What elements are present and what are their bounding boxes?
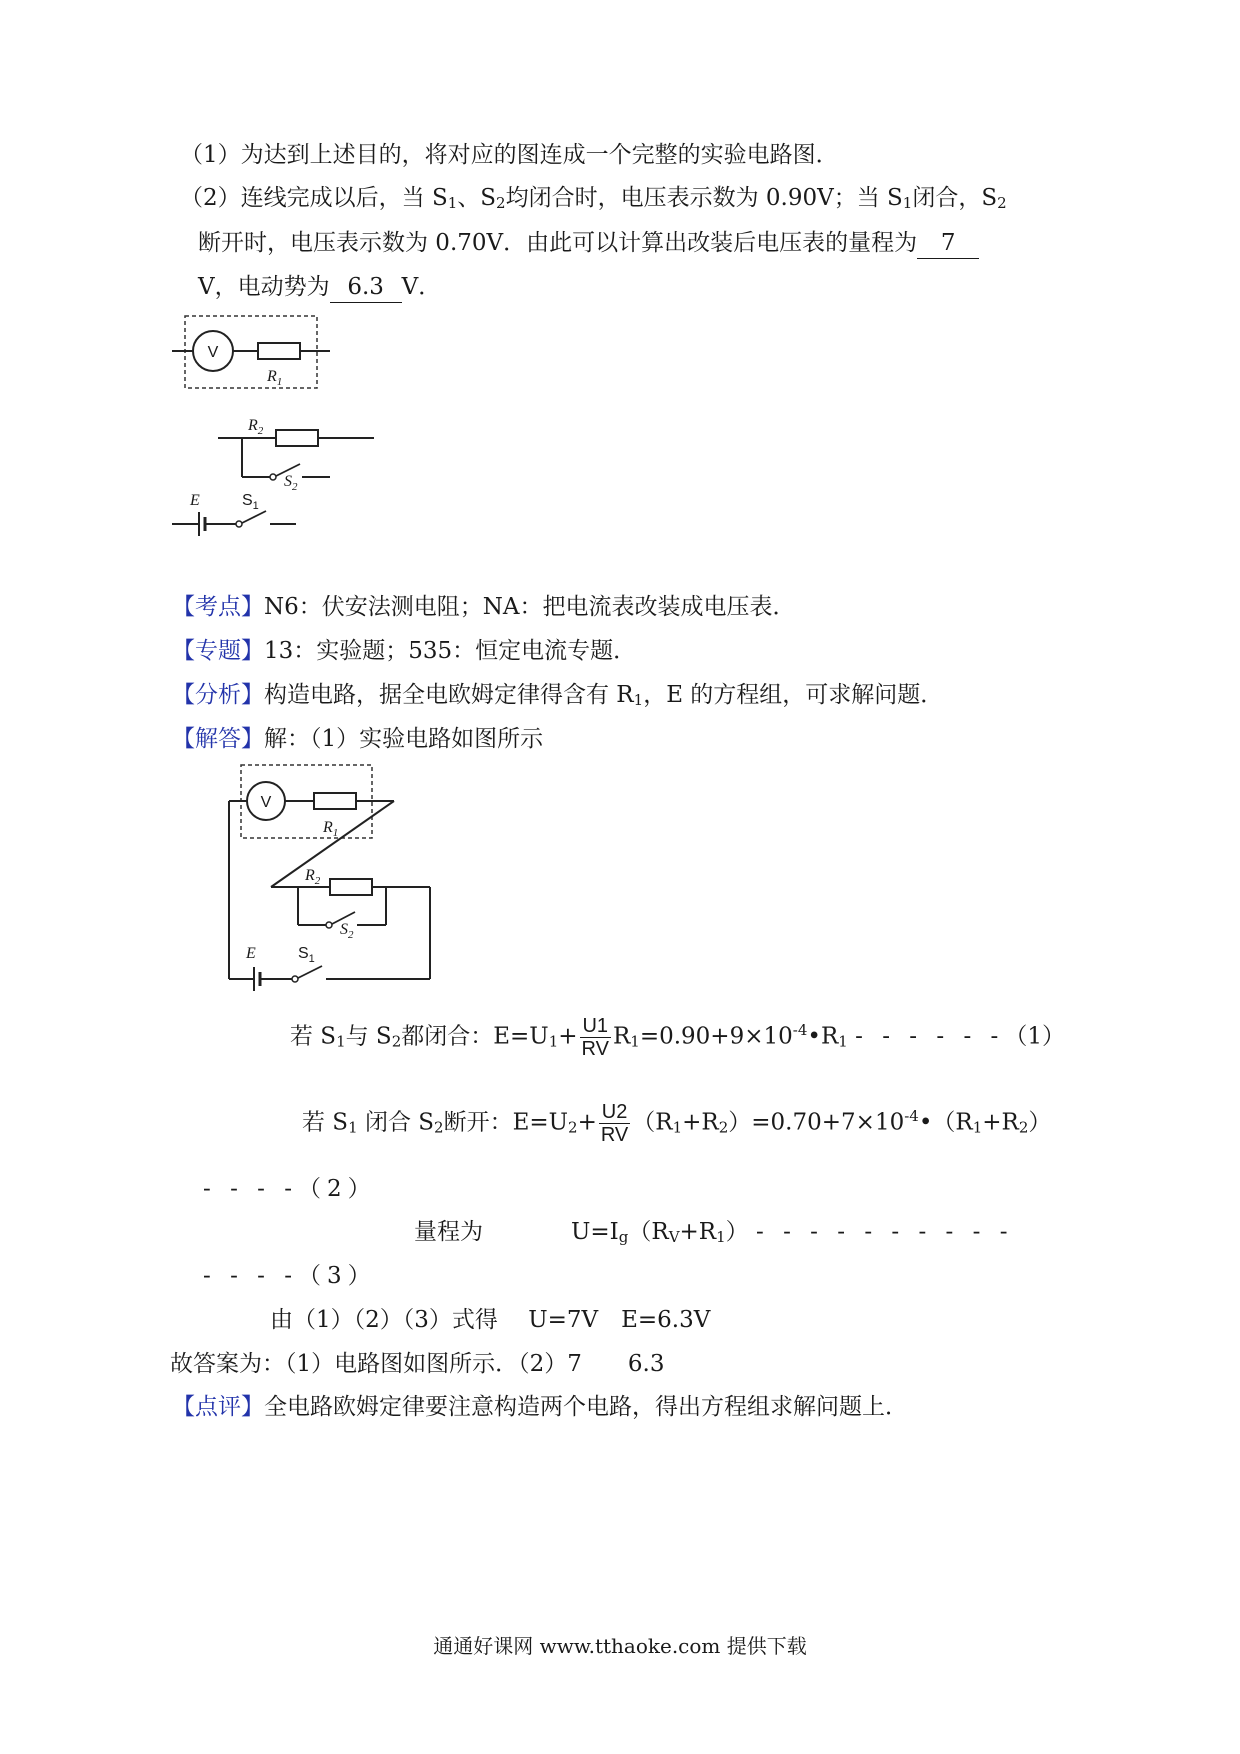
question-r2-branch (218, 417, 374, 493)
range-answer: 7 (917, 228, 979, 259)
answer-r1-icon (314, 793, 356, 809)
jieda-line: 【解答】解：（1）实验电路如图所示 (172, 726, 544, 752)
equation-3-continuation: - - - -（3） (203, 1263, 377, 1289)
equation-3-lead: 量程为 (414, 1219, 483, 1245)
fraction-u2-rv: $\frac{U2}{RV}$ (600, 1101, 629, 1147)
answer-s1-icon (292, 976, 298, 982)
question-voltmeter-box (172, 316, 330, 388)
r1-label: $R_1$ (267, 368, 283, 388)
question-2-line2: 断开时，电压表示数为 0.70V．由此可以计算出改装后电压表的量程为 7 (198, 228, 979, 259)
question-2-line3: V，电动势为 6.3 V． (198, 272, 441, 303)
emf-answer: 6.3 (330, 272, 402, 303)
switch-s2-icon (270, 474, 276, 480)
r2-label: $R_2$ (248, 417, 264, 437)
fraction-u1-rv: $\frac{U1}{RV}$ (581, 1015, 609, 1061)
fenxi-line: 【分析】构造电路，据全电欧姆定律得含有 $R_1$，E 的方程组，可求解问题． (172, 682, 944, 709)
answer-s2-icon (326, 922, 332, 928)
svg-text:R1: $R_1$ (323, 819, 339, 839)
answer-circuit (229, 765, 430, 991)
answer-r2-icon (330, 879, 372, 895)
s1-label: $S_1$ (242, 492, 259, 512)
battery-label: E (190, 492, 200, 509)
svg-text:E: E (246, 945, 256, 962)
switch-s1-icon (236, 521, 242, 527)
equation-3: $U=I_g(R_V+R_1)$ - - - - - - - - - - (571, 1219, 1014, 1246)
equation-2: 若 $S_1$ 闭合 $S_2$断开：$E=U_2+$ $\frac{U2}{RV}$ $(R_1+R_2)=0.70+7\times 10^{-4}•(R_1+R_2)$ (302, 1101, 1052, 1147)
equation-2-continuation: - - - -（2） (203, 1176, 377, 1202)
question-1: （1）为达到上述目的，将对应的图连成一个完整的实验电路图． (180, 142, 839, 168)
s2-label: $S_2$ (284, 473, 298, 493)
dianping-line: 【点评】全电路欧姆定律要注意构造两个电路，得出方程组求解问题上． (172, 1394, 908, 1420)
svg-text:S1: $S_1$ (298, 945, 315, 965)
resistor-r2-icon (276, 430, 318, 446)
svg-text:R2: $R_2$ (305, 867, 321, 887)
resistor-r1-icon (258, 343, 300, 359)
svg-text:S2: $S_2$ (340, 921, 354, 941)
kaodian-line: 【考点】N6：伏安法测电阻；NA：把电流表改装成电压表． (172, 594, 796, 620)
result-line: 由（1）（2）（3）式得 U=7V E=6.3V (270, 1307, 711, 1333)
question-battery-branch (172, 492, 296, 536)
answer-diagonal-wire (271, 801, 394, 887)
zhuanti-line: 【专题】13：实验题；535：恒定电流专题． (172, 638, 637, 664)
page-footer: 通通好课网 www.tthaoke.com 提供下载 (433, 1634, 807, 1658)
question-2-line1: （2）连线完成以后，当 $S_1$、$S_2$均闭合时，电压表示数为 0.90V；当 $S_1$闭合，$S_2$ (180, 185, 1007, 212)
voltmeter-label: V (207, 344, 219, 361)
final-answer: 故答案为：（1）电路图如图所示．（2）7 6.3 (170, 1351, 665, 1377)
equation-1: 若 $S_1$与 $S_2$都闭合：$E=U_1+$ $\frac{U1}{RV}$ $R_1=0.90+9\times 10^{-4}•R_1$ - - - - - -（1） (290, 1015, 1065, 1061)
svg-text:V: V (260, 794, 272, 811)
